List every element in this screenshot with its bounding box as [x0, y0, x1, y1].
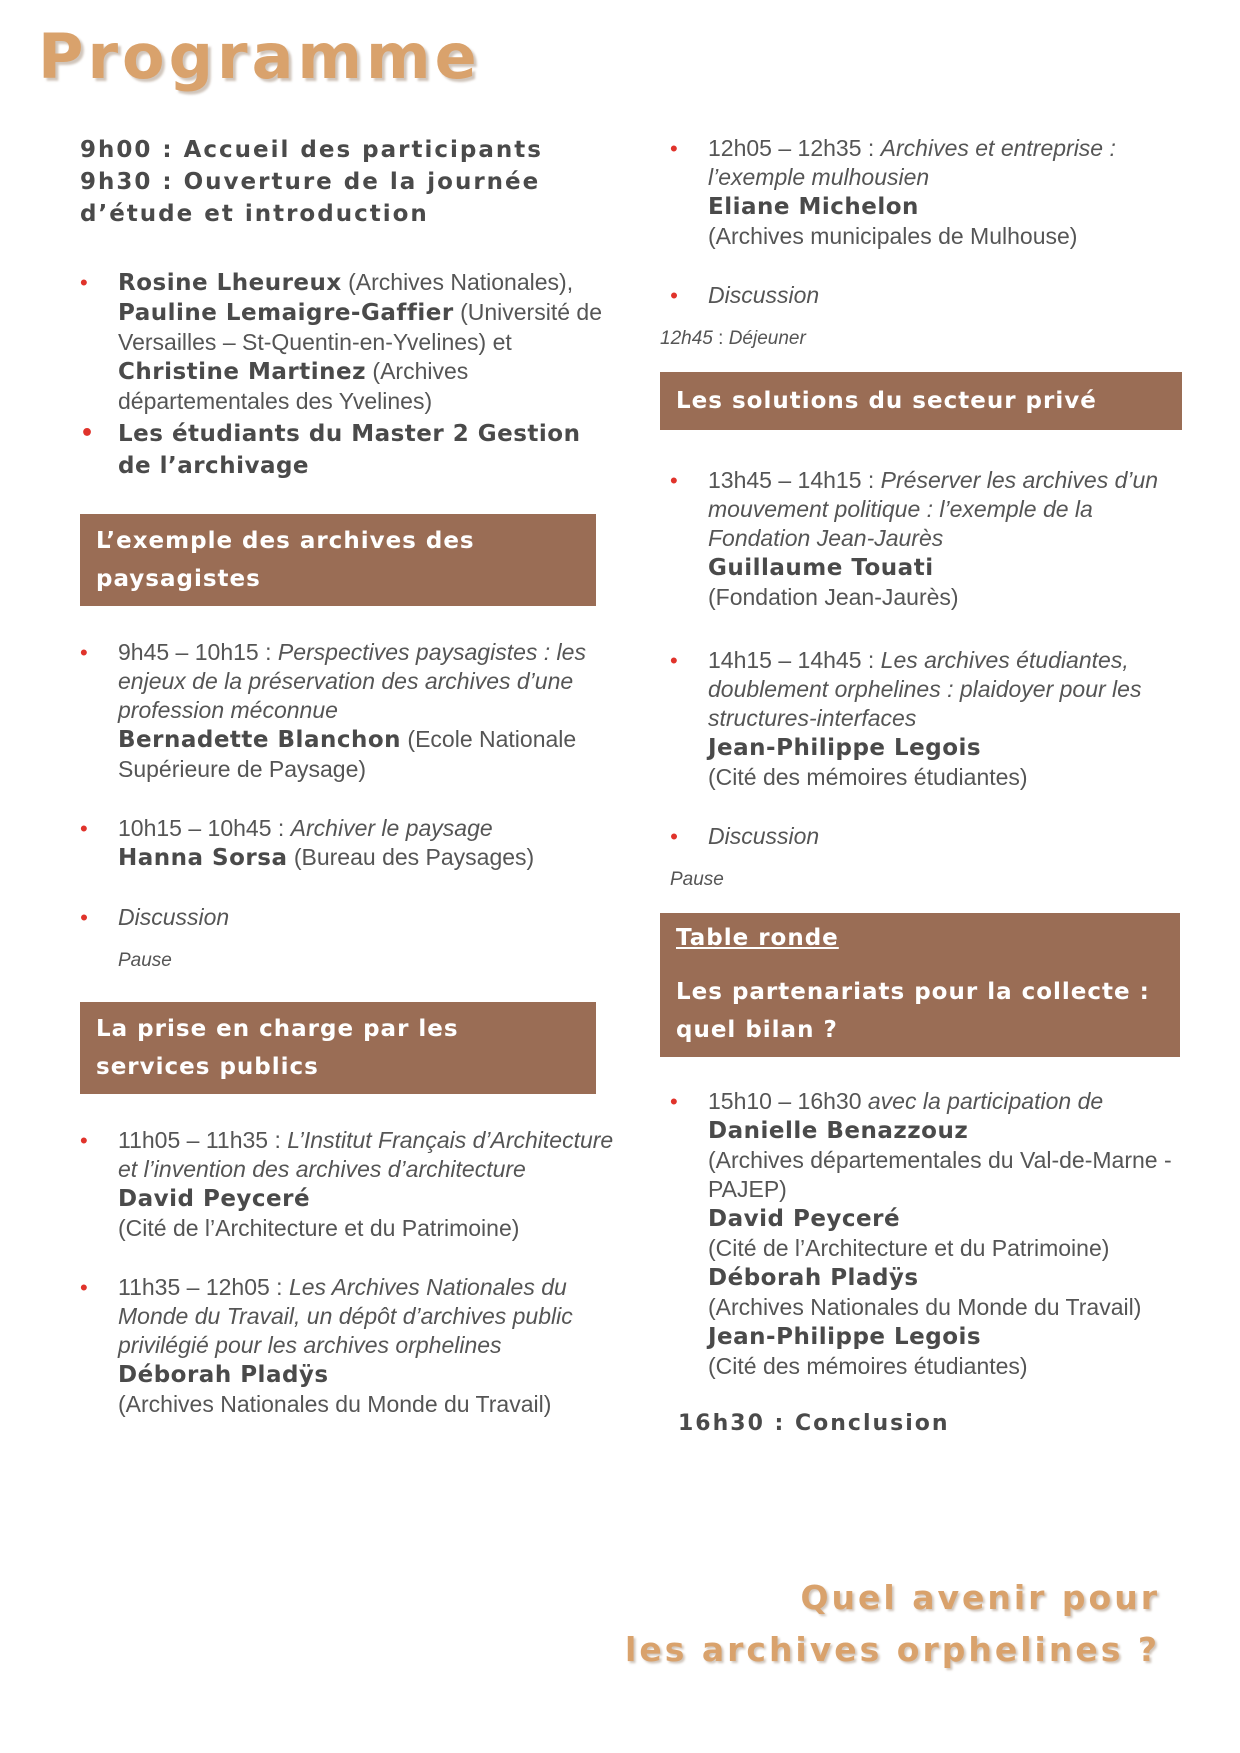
- talk-title: Archives et entreprise : l’exemple mulhousien: [708, 135, 1116, 190]
- discussion-item: • Discussion: [80, 903, 620, 932]
- round-table-intro: avec la participation de: [867, 1088, 1104, 1114]
- participant-affiliation: (Archives Nationales du Monde du Travail): [708, 1294, 1142, 1320]
- speaker-name: Déborah Pladÿs: [118, 1362, 329, 1388]
- break-label: Pause: [670, 869, 724, 890]
- event-tagline: [625, 1572, 1160, 1676]
- participant-name: David Peyceré: [708, 1206, 901, 1232]
- landscape-talks: [80, 638, 620, 932]
- talk-title: Les archives étudiantes, doublement orphelines : plaidoyer pour les structures-interfaces: [708, 647, 1142, 731]
- speaker-name: Hanna Sorsa: [118, 845, 288, 871]
- talk-item: [80, 814, 620, 873]
- lunch-time: 12h45: [660, 328, 713, 349]
- intro-speakers-list: [80, 268, 620, 482]
- speaker-affiliation: (Archives Nationales du Monde du Travail): [118, 1391, 552, 1417]
- left-column: [80, 134, 620, 1419]
- private-sector-talks: [670, 466, 1200, 851]
- participant-affiliation: (Cité des mémoires étudiantes): [708, 1353, 1028, 1379]
- lunch-label: Déjeuner: [728, 328, 806, 349]
- tagline-line-1: Quel avenir pour: [800, 1578, 1160, 1617]
- speaker-affiliation: (Fondation Jean-Jaurès): [708, 584, 959, 610]
- speaker-affiliation: (Archives municipales de Mulhouse): [708, 223, 1078, 249]
- speaker-affiliation: (Cité de l’Architecture et du Patrimoine): [118, 1215, 520, 1241]
- speaker-name: Rosine Lheureux: [118, 270, 342, 296]
- talk-time: 9h45 – 10h15 :: [118, 639, 278, 665]
- right-column: [660, 134, 1200, 1436]
- speaker-name: Jean-Philippe Legois: [708, 735, 982, 761]
- participant-name: Danielle Benazzouz: [708, 1118, 969, 1144]
- talk-time: 15h10 – 16h30: [708, 1088, 868, 1114]
- welcome-line: 9h00 : Accueil des participants: [80, 137, 543, 163]
- talk-time: 14h15 – 14h45 :: [708, 647, 881, 673]
- speaker-affiliation: (Bureau des Paysages): [287, 844, 535, 870]
- section-heading-private-sector: Les solutions du secteur privé: [660, 372, 1182, 430]
- round-table-title: Les partenariats pour la collecte : quel bilan ?: [676, 979, 1150, 1043]
- talk-item: [670, 466, 1200, 612]
- talk-time: 11h05 – 11h35 :: [118, 1127, 288, 1153]
- talk-item: [670, 134, 1200, 251]
- talk-title: Archiver le paysage: [290, 815, 493, 841]
- talk-time: 12h05 – 12h35 :: [708, 135, 881, 161]
- talk-item: [80, 1126, 620, 1243]
- participant-name: Jean-Philippe Legois: [708, 1324, 982, 1350]
- lunch-line: [660, 328, 1200, 350]
- talk-title: Préserver les archives d’un mouvement politique : l’exemple de la Fondation Jean-Jaurès: [708, 467, 1159, 551]
- speaker-name: Christine Martinez: [118, 359, 367, 385]
- talk-item: [80, 1273, 620, 1419]
- participant-affiliation: (Cité de l’Architecture et du Patrimoine): [708, 1235, 1110, 1261]
- talk-item: [670, 646, 1200, 792]
- conclusion-line: 16h30 : Conclusion: [678, 1411, 950, 1436]
- public-services-talks: [80, 1126, 620, 1419]
- speaker-affiliation: (Cité des mémoires étudiantes): [708, 764, 1028, 790]
- talk-title: Perspectives paysagistes : les enjeux de la préservation des archives d’une profession méconnue: [118, 639, 586, 723]
- speaker-name: Pauline Lemaigre-Gaffier: [118, 300, 454, 326]
- break-label: Pause: [118, 950, 172, 971]
- tagline-line-2: les archives orphelines ?: [625, 1630, 1160, 1669]
- talk-title: Les Archives Nationales du Monde du Travail, un dépôt d’archives public privilégié pour les archives orphelines: [118, 1274, 573, 1358]
- discussion-item: • Discussion: [670, 281, 1200, 310]
- talk-time: 10h15 – 10h45 :: [118, 815, 291, 841]
- talk-title: L’Institut Français d’Architecture et l’invention des archives d’architecture: [118, 1127, 614, 1182]
- round-table-participants: [670, 1087, 1200, 1381]
- round-table-item: [670, 1087, 1200, 1381]
- speaker-name: David Peyceré: [118, 1186, 311, 1212]
- participant-affiliation: (Archives départementales du Val-de-Marne - PAJEP): [708, 1147, 1172, 1202]
- speaker-affiliation: (Université de Versailles – St-Quentin-en-Yvelines) et: [118, 299, 602, 355]
- speaker-name: Bernadette Blanchon: [118, 727, 402, 753]
- opening-schedule: [80, 134, 620, 230]
- opening-line: 9h30 : Ouverture de la journée: [80, 169, 541, 195]
- page-title: Programme: [38, 20, 481, 93]
- talk-time: 13h45 – 14h15 :: [708, 467, 881, 493]
- speaker-name: Guillaume Touati: [708, 555, 934, 581]
- discussion-item: • Discussion: [670, 822, 1200, 851]
- opening-line-continued: d’étude et introduction: [80, 201, 429, 227]
- participant-name: Déborah Pladÿs: [708, 1265, 919, 1291]
- speaker-name: Eliane Michelon: [708, 194, 919, 220]
- section-heading-round-table: [660, 913, 1180, 1057]
- section-heading-public-services: La prise en charge par les services publics: [80, 1002, 596, 1094]
- talk-time: 11h35 – 12h05 :: [118, 1274, 289, 1300]
- talk-item: [80, 638, 620, 784]
- students-item: • Les étudiants du Master 2 Gestion de l’archivage: [80, 418, 620, 482]
- section-heading-landscape: L’exemple des archives des paysagistes: [80, 514, 596, 606]
- lunch-separator: :: [712, 328, 729, 349]
- intro-speakers-item: [80, 268, 620, 416]
- speaker-affiliation: (Ecole Nationale Supérieure de Paysage): [118, 726, 577, 782]
- speaker-affiliation: (Archives départementales des Yvelines): [118, 358, 469, 414]
- round-table-label: Table ronde: [676, 925, 839, 951]
- speaker-affiliation: (Archives Nationales),: [341, 269, 574, 295]
- morning-continued-talks: [670, 134, 1200, 310]
